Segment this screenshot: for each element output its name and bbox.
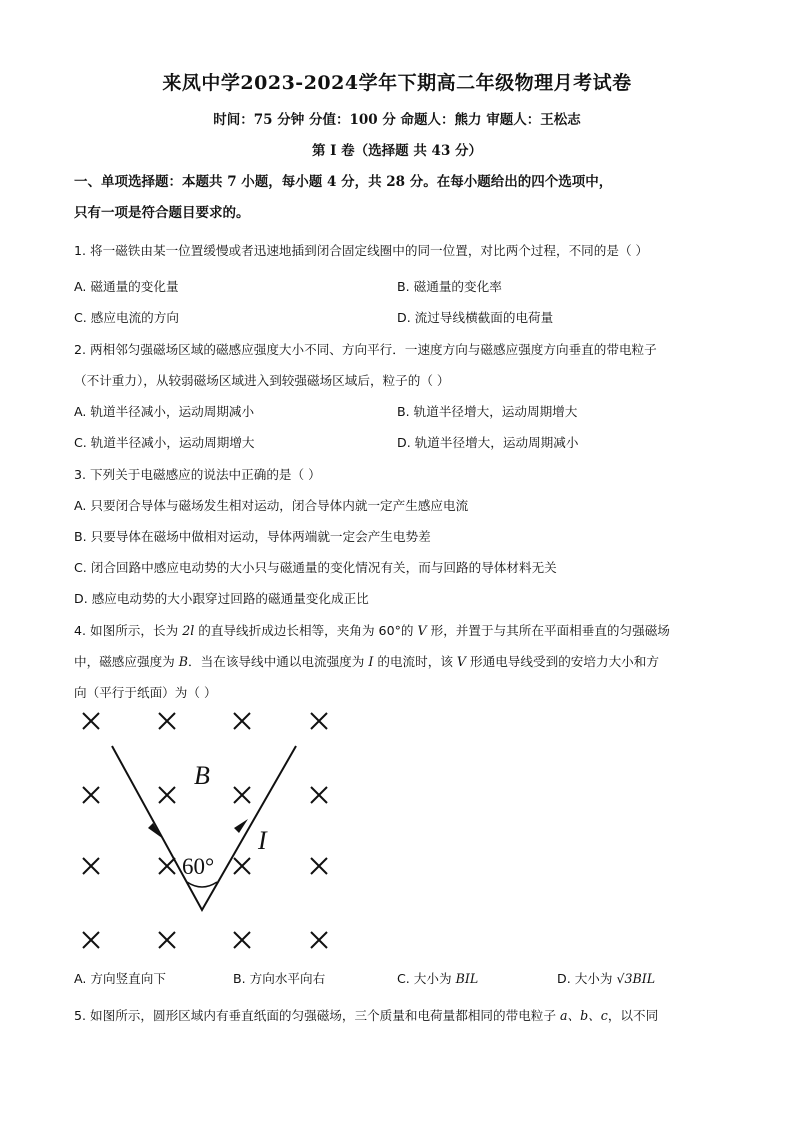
q4-stem-line1 xyxy=(74,620,670,639)
q4-text: 形通电导线受到的安培力大小和方 xyxy=(466,654,659,669)
current-label: I xyxy=(258,826,267,855)
section-heading-line1: 一、单项选择题：本题共 7 小题，每小题 4 分，共 28 分。在每小题给出的四个选项中， xyxy=(74,174,613,190)
q4-var-v: V xyxy=(456,654,467,669)
cross-mark xyxy=(159,787,175,803)
q2-option-a: A. 轨道半径减小，运动周期减小 xyxy=(74,404,255,419)
cross-mark xyxy=(234,932,250,948)
cross-mark xyxy=(83,858,99,874)
q4-var-i: I xyxy=(368,654,374,669)
q4-var-b: B xyxy=(178,654,189,669)
cross-mark xyxy=(83,932,99,948)
q4-option-d-value: √3BIL xyxy=(616,971,656,986)
q2-stem-line1: 2. 两相邻匀强磁场区域的磁感应强度大小不同、方向平行．一速度方向与磁感应强度方向垂直的带电粒子 xyxy=(74,342,657,357)
q5-vars: a、b、c xyxy=(560,1008,608,1023)
q4-option-c-value: BIL xyxy=(455,971,479,986)
field-label: B xyxy=(194,761,210,790)
cross-mark xyxy=(234,858,250,874)
cross-mark xyxy=(159,932,175,948)
q3-stem: 3. 下列关于电磁感应的说法中正确的是（ ） xyxy=(74,467,321,482)
q4-text: 的电流时，该 xyxy=(373,654,457,669)
current-arrow-up xyxy=(234,819,248,833)
cross-mark xyxy=(311,713,327,729)
cross-mark xyxy=(159,713,175,729)
cross-mark xyxy=(311,932,327,948)
q2-stem-line2: （不计重力），从较弱磁场区域进入到较强磁场区域后，粒子的（ ） xyxy=(74,373,450,388)
q4-stem-line2 xyxy=(74,651,659,670)
cross-mark xyxy=(83,713,99,729)
angle-arc xyxy=(187,882,217,887)
q4-option-c-prefix: C. 大小为 xyxy=(397,971,456,986)
cross-mark xyxy=(83,787,99,803)
q3-option-a: A. 只要闭合导体与磁场发生相对运动，闭合导体内就一定产生感应电流 xyxy=(74,498,469,513)
cross-mark xyxy=(311,858,327,874)
q4-option-b: B. 方向水平向右 xyxy=(233,971,326,986)
volume-heading: 第 I 卷（选择题 共 43 分） xyxy=(311,143,483,159)
q5-stem xyxy=(74,1005,658,1024)
q4-text: 形，并置于与其所在平面相垂直的匀强磁场 xyxy=(426,623,670,638)
q4-option-d xyxy=(557,968,655,987)
exam-title: 来凤中学2023-2024学年下期高二年级物理月考试卷 xyxy=(162,72,632,94)
q3-option-b: B. 只要导体在磁场中做相对运动，导体两端就一定会产生电势差 xyxy=(74,529,431,544)
q4-var-v: V xyxy=(417,623,427,638)
section-heading-line2: 只有一项是符合题目要求的。 xyxy=(74,205,250,221)
angle-label: 60° xyxy=(182,854,215,879)
cross-mark xyxy=(234,787,250,803)
q4-option-d-prefix: D. 大小为 xyxy=(557,971,617,986)
q1-stem: 1. 将一磁铁由某一位置缓慢或者迅速地插到闭合固定线圈中的同一位置，对比两个过程，不同的是（ ） xyxy=(74,243,649,258)
exam-meta: 时间：75 分钟 分值：100 分 命题人：熊力 审题人：王松志 xyxy=(213,112,581,128)
q5-text: 5. 如图所示，圆形区域内有垂直纸面的匀强磁场，三个质量和电荷量都相同的带电粒子 xyxy=(74,1008,560,1023)
cross-mark xyxy=(311,787,327,803)
q4-text: 4. 如图所示，长为 xyxy=(74,623,183,638)
cross-mark xyxy=(234,713,250,729)
q4-option-a: A. 方向竖直向下 xyxy=(74,971,166,986)
q2-option-b: B. 轨道半径增大，运动周期增大 xyxy=(397,404,578,419)
q4-var-length: 2l xyxy=(182,623,195,638)
q4-stem-line3: 向（平行于纸面）为（ ） xyxy=(74,685,217,700)
q5-text: ，以不同 xyxy=(607,1008,659,1023)
q2-option-c: C. 轨道半径减小，运动周期增大 xyxy=(74,435,255,450)
q3-option-c: C. 闭合回路中感应电动势的大小只与磁通量的变化情况有关，而与回路的导体材料无关 xyxy=(74,560,557,575)
magnetic-field-figure xyxy=(74,702,344,952)
q4-text: ．当在该导线中通以电流强度为 xyxy=(188,654,369,669)
q2-option-d: D. 轨道半径增大，运动周期减小 xyxy=(397,435,579,450)
q1-option-d: D. 流过导线横截面的电荷量 xyxy=(397,310,554,325)
q4-text: 中，磁感应强度为 xyxy=(74,654,179,669)
q1-option-b: B. 磁通量的变化率 xyxy=(397,279,502,294)
q4-option-c xyxy=(397,968,478,987)
q1-option-a: A. 磁通量的变化量 xyxy=(74,279,179,294)
field-crosses xyxy=(83,713,327,948)
q3-option-d: D. 感应电动势的大小跟穿过回路的磁通量变化成正比 xyxy=(74,591,369,606)
q4-text: 的直导线折成边长相等，夹角为 60°的 xyxy=(194,623,418,638)
cross-mark xyxy=(159,858,175,874)
q1-option-c: C. 感应电流的方向 xyxy=(74,310,179,325)
